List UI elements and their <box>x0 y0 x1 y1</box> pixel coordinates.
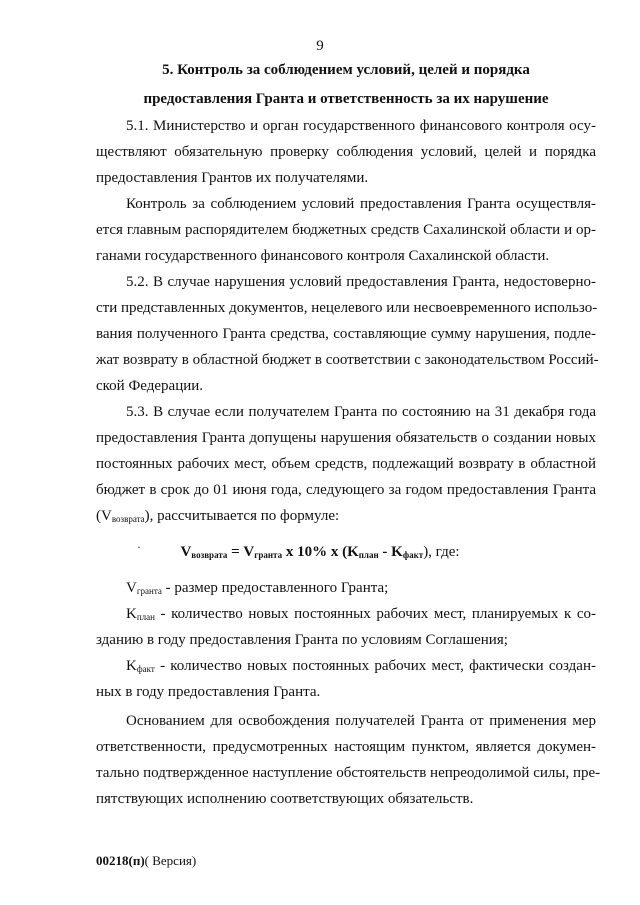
paragraph-final-line: тально подтвержденное наступление обстоятельств непреодолимой силы, пре- <box>96 765 601 781</box>
paragraph-5-2-line: ской Федерации. <box>96 378 204 394</box>
definition-text: - количество новых постоянных рабочих мест, фактически создан- <box>154 658 596 674</box>
paragraph-5-3-line: предоставления Гранта допущены нарушения обязательств о создании новых <box>96 430 596 446</box>
paragraph-5-1-line: ществляют обязательную проверку соблюдения условий, целей и порядка <box>96 144 596 160</box>
paragraph-5-3-line: постоянных рабочих мест, объем средств, подлежащий возврату в областной <box>96 456 596 472</box>
paragraph-5-3-line: 5.3. В случае если получателем Гранта по состоянию на 31 декабря года <box>126 404 596 420</box>
paragraph-5-3-line: бюджет в срок до 01 июня года, следующего за годом предоставления Гранта <box>96 482 596 498</box>
formula-mid: x 10% x (K <box>282 544 359 560</box>
paragraph-control-line: Контроль за соблюдением условий предоставления Гранта осуществля- <box>126 196 596 212</box>
document-code: 00218(п) <box>96 853 145 868</box>
definition-k-fact <box>126 658 596 675</box>
paragraph-final-line: ответственности, предусмотренных настоящим пунктом, является докумен- <box>96 739 596 755</box>
paragraph-5-2-line: вания полученного Гранта средства, составляющие сумму нарушения, подле- <box>96 326 596 342</box>
definition-sub: факт <box>136 664 155 674</box>
definition-text: - количество новых постоянных рабочих мест, планируемых к со- <box>154 606 596 622</box>
definition-k-plan-cont: зданию в году предоставления Гранта по условиям Соглашения; <box>96 632 508 648</box>
paragraph-control-line: ется главным распорядителем бюджетных средств Сахалинской области и ор- <box>96 222 596 238</box>
paragraph-5-2-line: жат возврату в областной бюджет в соответствии с законодательством Россий- <box>96 352 599 368</box>
page-number: 9 <box>316 38 324 54</box>
v-subscript: возврата <box>111 514 145 524</box>
formula-sub: план <box>358 550 379 560</box>
definition-sub: гранта <box>136 586 162 596</box>
paragraph-control-line: ганами государственного финансового контроля Сахалинской области. <box>96 248 550 264</box>
formula-minus: - K <box>378 544 403 560</box>
section-heading-line2: предоставления Гранта и ответственность за их нарушение <box>143 91 549 107</box>
paragraph-5-2-line: 5.2. В случае нарушения условий предоставления Гранта, недостоверно- <box>126 274 596 290</box>
paragraph-5-1-line: предоставления Грантов их получателями. <box>96 170 369 186</box>
definition-k-plan <box>126 606 596 623</box>
document-version: ( Версия) <box>144 853 197 868</box>
formula-v: V <box>180 544 192 560</box>
formula-sub: гранта <box>254 550 283 560</box>
paragraph-5-2-line: сти представленных документов, нецелевого или несвоевременного использо- <box>96 300 598 316</box>
definition-symbol: K <box>126 606 137 622</box>
v-rest: ), рассчитывается по формуле: <box>144 508 340 524</box>
definition-sub: план <box>136 612 155 622</box>
formula-eq: = V <box>227 544 255 560</box>
paragraph-final-line: Основанием для освобождения получателей Гранта от применения мер <box>126 713 596 729</box>
definition-v-grant <box>126 580 596 597</box>
paragraph-5-1-line: 5.1. Министерство и орган государственного финансового контроля осу- <box>126 118 596 134</box>
formula <box>0 544 640 561</box>
v-open: (V <box>96 508 112 524</box>
paragraph-final-line: пятствующих исполнению соответствующих обязательств. <box>96 791 474 807</box>
definition-k-fact-cont: ных в году предоставления Гранта. <box>96 684 321 700</box>
definition-text: - размер предоставленного Гранта; <box>161 580 389 596</box>
definition-symbol: K <box>126 658 137 674</box>
formula-tail: ), где: <box>423 544 460 560</box>
formula-sub: возврата <box>191 550 228 560</box>
definition-symbol: V <box>126 580 137 596</box>
formula-sub: факт <box>402 550 424 560</box>
paragraph-5-3-line <box>96 508 596 525</box>
footer <box>96 853 196 869</box>
stray-dot: · <box>137 540 141 554</box>
section-heading-line1: 5. Контроль за соблюдением условий, целей и порядка <box>162 62 530 78</box>
